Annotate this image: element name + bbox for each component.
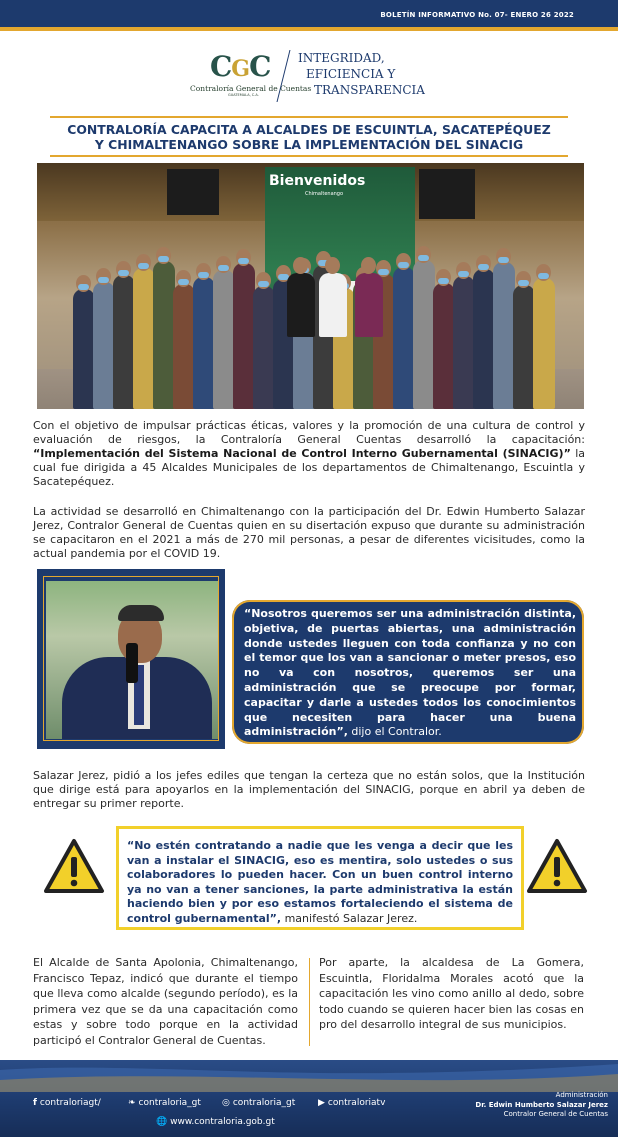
attendee-head xyxy=(293,257,308,274)
attendee xyxy=(73,289,95,409)
attendee xyxy=(493,262,515,409)
banner-title: Bienvenidos xyxy=(269,173,366,189)
intro-paragraph: Con el objetivo de impulsar prácticas éticas, valores y la promoción de una cultura de control y evaluación de riesgos, la Contraloría General Cuentas desarrolló la capacitación: “Implementación del Sistema Nacional de Control Interno Gubernamental (SINACIG)” la cual fue dirigida a 45 Alcaldes Municipales de los departamentos de Chimaltenango, Escuintla y Sacatepéquez. xyxy=(33,419,585,489)
attendee xyxy=(433,283,455,409)
face-mask xyxy=(498,257,509,263)
face-mask xyxy=(258,281,269,287)
warning-icon-right xyxy=(526,838,588,894)
attendee xyxy=(213,270,235,409)
quote-contralor xyxy=(232,600,584,744)
face-mask xyxy=(378,269,389,275)
group-photo xyxy=(37,163,584,409)
headline-line-2: Y CHIMALTENANGO SOBRE LA IMPLEMENTACIÓN DEL SINACIG xyxy=(94,137,524,152)
facebook-icon: f xyxy=(33,1098,37,1108)
headline xyxy=(40,122,578,152)
motto xyxy=(298,50,425,98)
face-mask xyxy=(158,256,169,262)
attendee xyxy=(193,277,215,409)
headline-line-1: CONTRALORÍA CAPACITA A ALCALDES DE ESCUINTLA, SACATEPÉQUEZ xyxy=(67,122,551,137)
social-instagram[interactable]: ◎ contraloria_gt xyxy=(222,1098,296,1108)
youtube-icon: ▶ xyxy=(318,1098,325,1108)
attendee-head xyxy=(325,257,340,274)
speaker-left xyxy=(167,169,219,215)
attendee xyxy=(533,278,555,409)
twitter-icon: ❧ xyxy=(128,1098,136,1108)
face-mask xyxy=(238,258,249,264)
attendee xyxy=(413,260,435,409)
attendee xyxy=(513,285,535,409)
quote-salazar-attribution: manifestó Salazar Jerez. xyxy=(281,911,418,925)
face-mask xyxy=(118,270,129,276)
attendee xyxy=(173,284,195,409)
face-mask xyxy=(138,263,149,269)
attendee xyxy=(133,268,155,409)
social-facebook[interactable]: f contraloriagt/ xyxy=(33,1098,101,1108)
face-mask xyxy=(98,277,109,283)
speaker-right xyxy=(419,169,475,219)
face-mask xyxy=(78,284,89,290)
attendee xyxy=(153,261,175,409)
logo-block xyxy=(186,48,436,104)
quote-contralor-text: “Nosotros queremos ser una administración distinta, objetiva, de puertas abiertas, una administración donde ustedes lleguen con toda confianza y no con el temor que los van a sancionar o meter presos, eso no va con nosotros, queremos ser una administración que se preocupe por formar, capacitar y darle a ustedes todos los conocimientos que necesiten para hacer una buena administración”, dijo el Contralor. xyxy=(244,607,576,739)
column-left: El Alcalde de Santa Apolonia, Chimaltenango, Francisco Tepaz, indicó que durante el tiempo que lleva como alcalde (segundo período), es la primera vez que se da una capacitación como estas y sobre todo porque en la actividad participó el Contralor General de Cuentas. xyxy=(33,956,298,1047)
column-right: Por aparte, la alcaldesa de La Gomera, Escuintla, Floridalma Morales acotó que la capacitación les vino como anillo al dedo, sobre todo cuando se quieren hacer bien las cosas en pro del desarrollo integral de sus municipios. xyxy=(319,956,584,1032)
face-mask xyxy=(518,280,529,286)
institution-name: Contraloría General de Cuentas xyxy=(190,84,312,93)
microphone xyxy=(126,643,138,683)
warning-icon-left xyxy=(43,838,105,894)
seated-attendee xyxy=(355,273,383,337)
training-title: “Implementación del Sistema Nacional de Control Interno Gubernamental (SINACIG)” xyxy=(33,447,571,461)
social-twitter[interactable]: ❧ contraloria_gt xyxy=(128,1098,201,1108)
logo-divider xyxy=(277,50,291,102)
top-bar-stripe xyxy=(0,27,618,31)
institution-country: GUATEMALA, C.A. xyxy=(228,93,259,97)
paragraph-3: Salazar Jerez, pidió a los jefes ediles que tengan la certeza que no están solos, que la Institución que dirige está para apoyarlos en la implementación del SINACIG, porque en abril ya deben de entregar su primer reporte. xyxy=(33,769,585,811)
attendee xyxy=(93,282,115,409)
attendee xyxy=(113,275,135,409)
motto-line-1: INTEGRIDAD, xyxy=(298,51,385,65)
attendee xyxy=(393,267,415,409)
attendee xyxy=(253,286,275,409)
top-bar xyxy=(0,0,618,31)
contralor-portrait xyxy=(46,581,218,739)
seated-attendee xyxy=(287,273,315,337)
face-mask xyxy=(538,273,549,279)
face-mask xyxy=(478,264,489,270)
administration-credit xyxy=(475,1091,608,1120)
quote-salazar xyxy=(116,826,524,930)
attendee xyxy=(473,269,495,409)
footer-wave xyxy=(0,1060,618,1092)
paragraph-2: La actividad se desarrolló en Chimaltenango con la participación del Dr. Edwin Humberto Salazar Jerez, Contralor General de Cuentas quien en su disertación expuso que durante su administración se capacitaron en el 2021 a más de 270 mil personas, a pesar de diferentes vicisitudes, como la actual pandemia por el COVID 19. xyxy=(33,505,585,561)
face-mask xyxy=(198,272,209,278)
admin-title: Contralor General de Cuentas xyxy=(503,1110,608,1118)
portrait-hair xyxy=(118,605,164,621)
attendee xyxy=(233,263,255,409)
bulletin-label: BOLETÍN INFORMATIVO No. 07- ENERO 26 2022 xyxy=(380,11,574,19)
globe-icon: 🌐 xyxy=(156,1117,168,1127)
motto-line-2: EFICIENCIA Y xyxy=(306,67,396,81)
attendee xyxy=(453,276,475,409)
website-link[interactable]: 🌐 www.contraloria.gob.gt xyxy=(156,1117,275,1127)
motto-line-3: TRANSPARENCIA xyxy=(314,83,425,97)
face-mask xyxy=(178,279,189,285)
quote-salazar-text: “No estén contratando a nadie que les venga a decir que les van a instalar el SINACIG, eso es mentira, solo ustedes o sus colaboradores lo pueden hacer. Con un buen control interno ya no van a tener sanciones, la parte administrativa la están haciendo bien y por eso estamos fortaleciendo el sistema de control gubernamental”, manifestó Salazar Jerez. xyxy=(127,839,513,925)
instagram-icon: ◎ xyxy=(222,1098,230,1108)
headline-rule-bottom xyxy=(50,155,568,157)
banner-subtitle: Chimaltenango xyxy=(305,191,344,197)
seated-attendee xyxy=(319,273,347,337)
admin-label: Administración xyxy=(555,1091,608,1099)
face-mask xyxy=(398,262,409,268)
column-divider xyxy=(309,958,310,1046)
face-mask xyxy=(418,255,429,261)
cgc-logo: CGC xyxy=(210,50,271,83)
admin-name: Dr. Edwin Humberto Salazar Jerez xyxy=(475,1100,608,1109)
face-mask xyxy=(438,278,449,284)
headline-rule-top xyxy=(50,116,568,118)
social-youtube[interactable]: ▶ contraloriatv xyxy=(318,1098,386,1108)
quote-contralor-attribution: dijo el Contralor. xyxy=(347,725,442,739)
face-mask xyxy=(218,265,229,271)
face-mask xyxy=(458,271,469,277)
attendee-head xyxy=(361,257,376,274)
